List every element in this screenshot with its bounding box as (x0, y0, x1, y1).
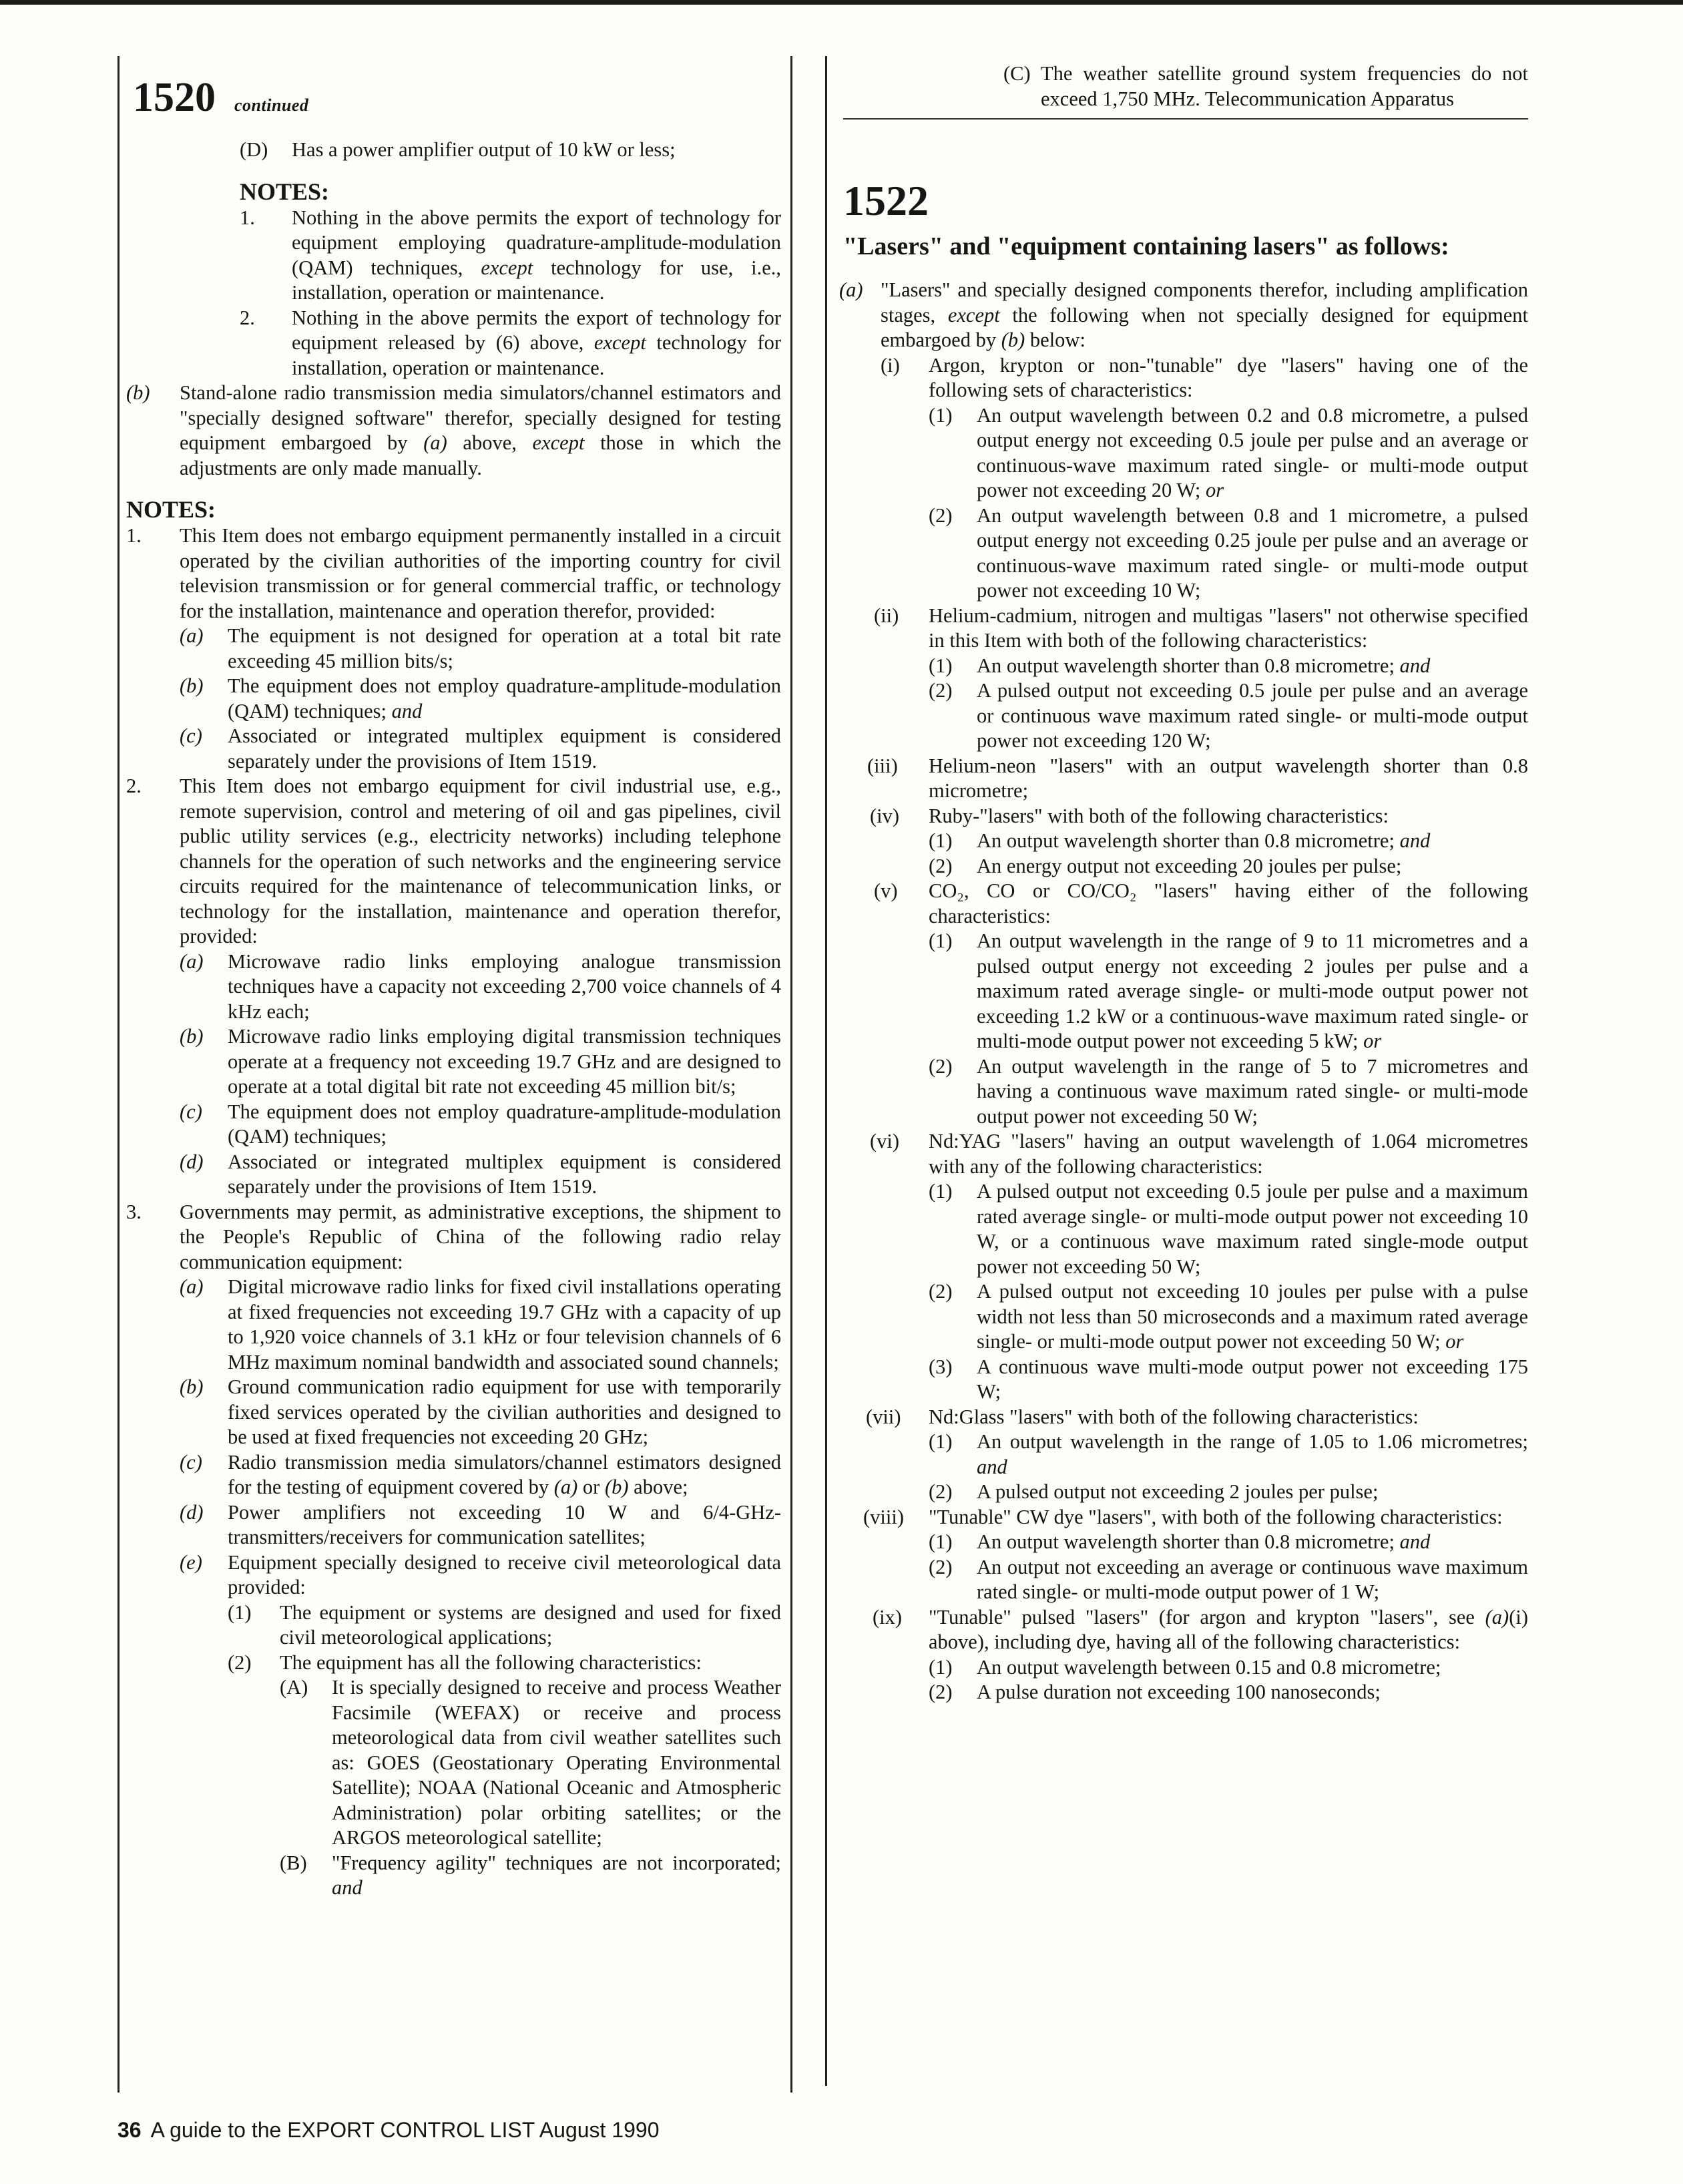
note-3-subitems (180, 1275, 781, 1901)
item-number: 1520 (133, 75, 216, 120)
note-mark: 2. (126, 775, 142, 797)
inner-note (240, 206, 781, 306)
list-item: (1) An output wavelength in the range of 9 to 11 micrometres and a pulsed output energy not exceeding 2 joules per pulse and a maximum rated average single- or multi-mode output power not exceeding 1.2 kW or a continuous-wave maximum rated single- or multi-mode output power not exceeding 5 kW; or (929, 929, 1528, 1052)
list-item: (2) A pulse duration not exceeding 100 nanoseconds; (929, 1681, 1381, 1703)
list-item: (d) Associated or integrated multiplex equipment is considered separately under the provisions of Item 1519. (180, 1150, 781, 1198)
item-mark: (D) (240, 138, 268, 161)
list-item: (1) An output wavelength shorter than 0.8 micrometre; and (929, 1530, 1431, 1553)
list-item: (b) Ground communication radio equipment for use with temporarily fixed services operated by the civilian authorities and designed to be used at fixed frequencies not exceeding 20 GHz; (180, 1375, 781, 1448)
note-mark: 1. (126, 524, 142, 547)
top-rule (0, 0, 1683, 5)
note-mark: 1. (240, 206, 255, 229)
list-item: (C) The weather satellite ground system frequencies do not exceed 1,750 MHz. Telecommunication Apparatus (1003, 62, 1528, 110)
e2-subitems (280, 1675, 781, 1901)
page-number: 36 (117, 2118, 142, 2142)
list-item: (2) The equipment has all the following characteristics: (228, 1651, 702, 1674)
i-subitems (929, 403, 1528, 604)
list-item: (1) An output wavelength between 0.2 and 0.8 micrometre, a pulsed output energy not exceeding 0.5 joule per pulse and an average or continuous-wave maximum rated single- or multi-mode output power not exceeding 20 W; or (929, 403, 1528, 501)
subitem-b (126, 381, 781, 481)
continued-label: continued (234, 95, 309, 115)
iv-subitems (929, 829, 1528, 879)
continued-subitem-C (843, 56, 1528, 120)
item-number: 1522 (843, 177, 929, 224)
list-item: (b) Microwave radio links employing digital transmission techniques operate at a frequency not exceeding 19.7 GHz and are designed to operate at a total digital bit rate not exceeding 45 million bit/s; (180, 1025, 781, 1098)
list-item: (2) An output wavelength between 0.8 and 1 micrometre, a pulsed output energy not exceeding 0.25 joule per pulse and an average or continuous-wave maximum rated single- or multi-mode output power not exceeding 10 W; (929, 503, 1528, 602)
ii-subitems (929, 654, 1528, 754)
item-heading: "Lasers" and "equipment containing lasers" as follows: (843, 232, 1449, 260)
subitem-a-list (863, 353, 1528, 1705)
list-item: (2) An output not exceeding an average or continuous wave maximum rated single- or multi-mode output power of 1 W; (929, 1555, 1528, 1603)
vi-subitems (929, 1179, 1528, 1405)
list-item: (b) The equipment does not employ quadrature-amplitude-modulation (QAM) techniques; and (180, 674, 781, 722)
ix-subitems (929, 1655, 1528, 1705)
inner-note (240, 306, 781, 381)
list-item: (2) An energy output not exceeding 20 joules per pulse; (929, 854, 1402, 877)
list-item: (2) A pulsed output not exceeding 2 joules per pulse; (929, 1480, 1379, 1503)
subitem-D (240, 138, 781, 163)
item-mark: (b) (126, 381, 150, 404)
note-1 (126, 523, 781, 624)
notes-heading: NOTES: (126, 496, 216, 523)
page-footer (117, 2118, 660, 2143)
list-item: (2) An output wavelength in the range of 5 to 7 micrometres and having a continuous wave maximum rated single- or multi-mode output power not exceeding 50 W; (929, 1054, 1528, 1128)
list-item: (1) An output wavelength between 0.15 and 0.8 micrometre; (929, 1655, 1441, 1679)
list-item: (2) A pulsed output not exceeding 10 joules per pulse with a pulse width not less than 50 microseconds and a maximum rated average single- or multi-mode output power not exceeding 50 W; or (929, 1280, 1528, 1353)
item-1520-header (133, 76, 781, 119)
notes-heading: NOTES: (240, 178, 330, 205)
e-subitems (228, 1600, 781, 1901)
footer-title: A guide to the EXPORT CONTROL LIST August 1990 (150, 2118, 660, 2142)
list-item: (2) A pulsed output not exceeding 0.5 joule per pulse and an average or continuous wave maximum rated single- or multi-mode output power not exceeding 120 W; (929, 679, 1528, 752)
list-item: (e) Equipment specially designed to receive civil meteorological data provided: (180, 1550, 781, 1598)
list-item: (d) Power amplifiers not exceeding 10 W and 6/4-GHz-transmitters/receivers for communication satellites; (180, 1500, 781, 1548)
list-item: (c) The equipment does not employ quadrature-amplitude-modulation (QAM) techniques; (180, 1100, 781, 1148)
item-text: Stand-alone radio transmission media simulators/channel estimators and "specially designed software" therefor, specially designed for testing equipment embargoed by (a) above, except those in which the adjustments are only made manually. (180, 381, 781, 479)
note-text: This Item does not embargo equipment permanently installed in a circuit operated by the civilian authorities of the importing country for civil television transmission or for general commercial traffic, or technology for the installation, maintenance and operation therefor, provided: (180, 524, 781, 622)
v-subitems (929, 929, 1528, 1129)
list-item: (v) CO₂, CO or CO/CO₂ "lasers" having either of the following characteristics: (874, 879, 1528, 927)
note-mark: 2. (240, 306, 255, 329)
list-item: (vi) Nd:YAG "lasers" having an output wavelength of 1.064 micrometres with any of the following characteristics: (870, 1130, 1528, 1178)
list-item: (1) An output wavelength shorter than 0.8 micrometre; and (929, 654, 1431, 677)
note-text: Governments may permit, as administrative exceptions, the shipment to the People's Republic of China of the following radio relay communication equipment: (180, 1200, 781, 1273)
list-item: (B) "Frequency agility" techniques are not incorporated; and (280, 1851, 781, 1899)
list-item: (A) It is specially designed to receive and process Weather Facsimile (WEFAX) or receive and process meteorological data from civil weather satellites such as: GOES (Geostationary Operating Environmental Satellite); NOAA (National Oceanic and Atmospheric Administration) polar orbiting satellites; or the ARGOS meteorological satellite; (280, 1676, 781, 1849)
list-item: (c) Associated or integrated multiplex equipment is considered separately under the provisions of Item 1519. (180, 724, 781, 773)
right-column (825, 56, 1528, 2086)
list-item: (c) Radio transmission media simulators/channel estimators designed for the testing of equipment covered by (a) or (b) above; (180, 1450, 781, 1498)
note-mark: 3. (126, 1200, 142, 1223)
subitem-a: (a) "Lasers" and specially designed components therefor, including amplification stages, except the following when not specially designed for equipment embargoed by (b) below: (839, 278, 1528, 351)
note-2-subitems (180, 949, 781, 1200)
note-1-subitems (180, 624, 781, 774)
list-item: (viii) "Tunable" CW dye "lasers", with both of the following characteristics: (863, 1505, 1503, 1528)
note-text: Nothing in the above permits the export of technology for equipment released by (6) above, except technology for installation, operation or maintenance. (292, 306, 781, 379)
list-item: (1) A pulsed output not exceeding 0.5 joule per pulse and a maximum rated average single- or multi-mode output power not exceeding 10 W, or a continuous wave maximum rated single-mode output power not exceeding 50 W; (929, 1180, 1528, 1278)
list-item: (1) The equipment or systems are designed and used for fixed civil meteorological applications; (228, 1600, 781, 1649)
list-item: (i) Argon, krypton or non-"tunable" dye "lasers" having one of the following sets of characteristics: (881, 353, 1528, 401)
list-item: (iv) Ruby-"lasers" with both of the following characteristics: (870, 804, 1389, 827)
list-item: (ii) Helium-cadmium, nitrogen and multigas "lasers" not otherwise specified in this Item with both of the following characteristics: (874, 604, 1528, 652)
note-text: Nothing in the above permits the export of technology for equipment employing quadrature-amplitude-modulation (QAM) techniques, except technology for use, i.e., installation, operation or maintenance. (292, 206, 781, 304)
list-item: (3) A continuous wave multi-mode output power not exceeding 175 W; (929, 1355, 1528, 1403)
list-item: (1) An output wavelength shorter than 0.8 micrometre; and (929, 829, 1431, 852)
note-2 (126, 774, 781, 949)
list-item: (vii) Nd:Glass "lasers" with both of the following characteristics: (866, 1405, 1419, 1428)
list-item: (a) The equipment is not designed for operation at a total bit rate exceeding 45 million bits/s; (180, 624, 781, 672)
note-text: This Item does not embargo equipment for civil industrial use, e.g., remote supervision, control and metering of oil and gas pipelines, civil public utility services (e.g., electricity networks) including telephone channels for the operation of such networks and the engineering service circuits required for the maintenance of telecommunication links, or technology for the installation, maintenance and operation therefor, provided: (180, 775, 781, 947)
note-3 (126, 1200, 781, 1275)
list-item: (iii) Helium-neon "lasers" with an output wavelength shorter than 0.8 micrometre; (867, 754, 1528, 802)
list-item: (ix) "Tunable" pulsed "lasers" (for argon and krypton "lasers", see (a)(i) above), including dye, having all of the following characteristics: (873, 1605, 1528, 1653)
left-column (117, 56, 792, 2093)
list-item: (1) An output wavelength in the range of 1.05 to 1.06 micrometres; and (929, 1430, 1528, 1478)
viii-subitems (929, 1530, 1528, 1605)
list-item: (a) Microwave radio links employing analogue transmission techniques have a capacity not exceeding 2,700 voice channels of 4 kHz each; (180, 949, 781, 1023)
list-item: (a) Digital microwave radio links for fixed civil installations operating at fixed frequencies not exceeding 19.7 GHz with a capacity of up to 1,920 voice channels of 3.1 kHz or four television channels of 6 MHz maximum nominal bandwidth and associated sound channels; (180, 1275, 781, 1373)
vii-subitems (929, 1430, 1528, 1505)
item-text: Has a power amplifier output of 10 kW or less; (292, 138, 676, 161)
